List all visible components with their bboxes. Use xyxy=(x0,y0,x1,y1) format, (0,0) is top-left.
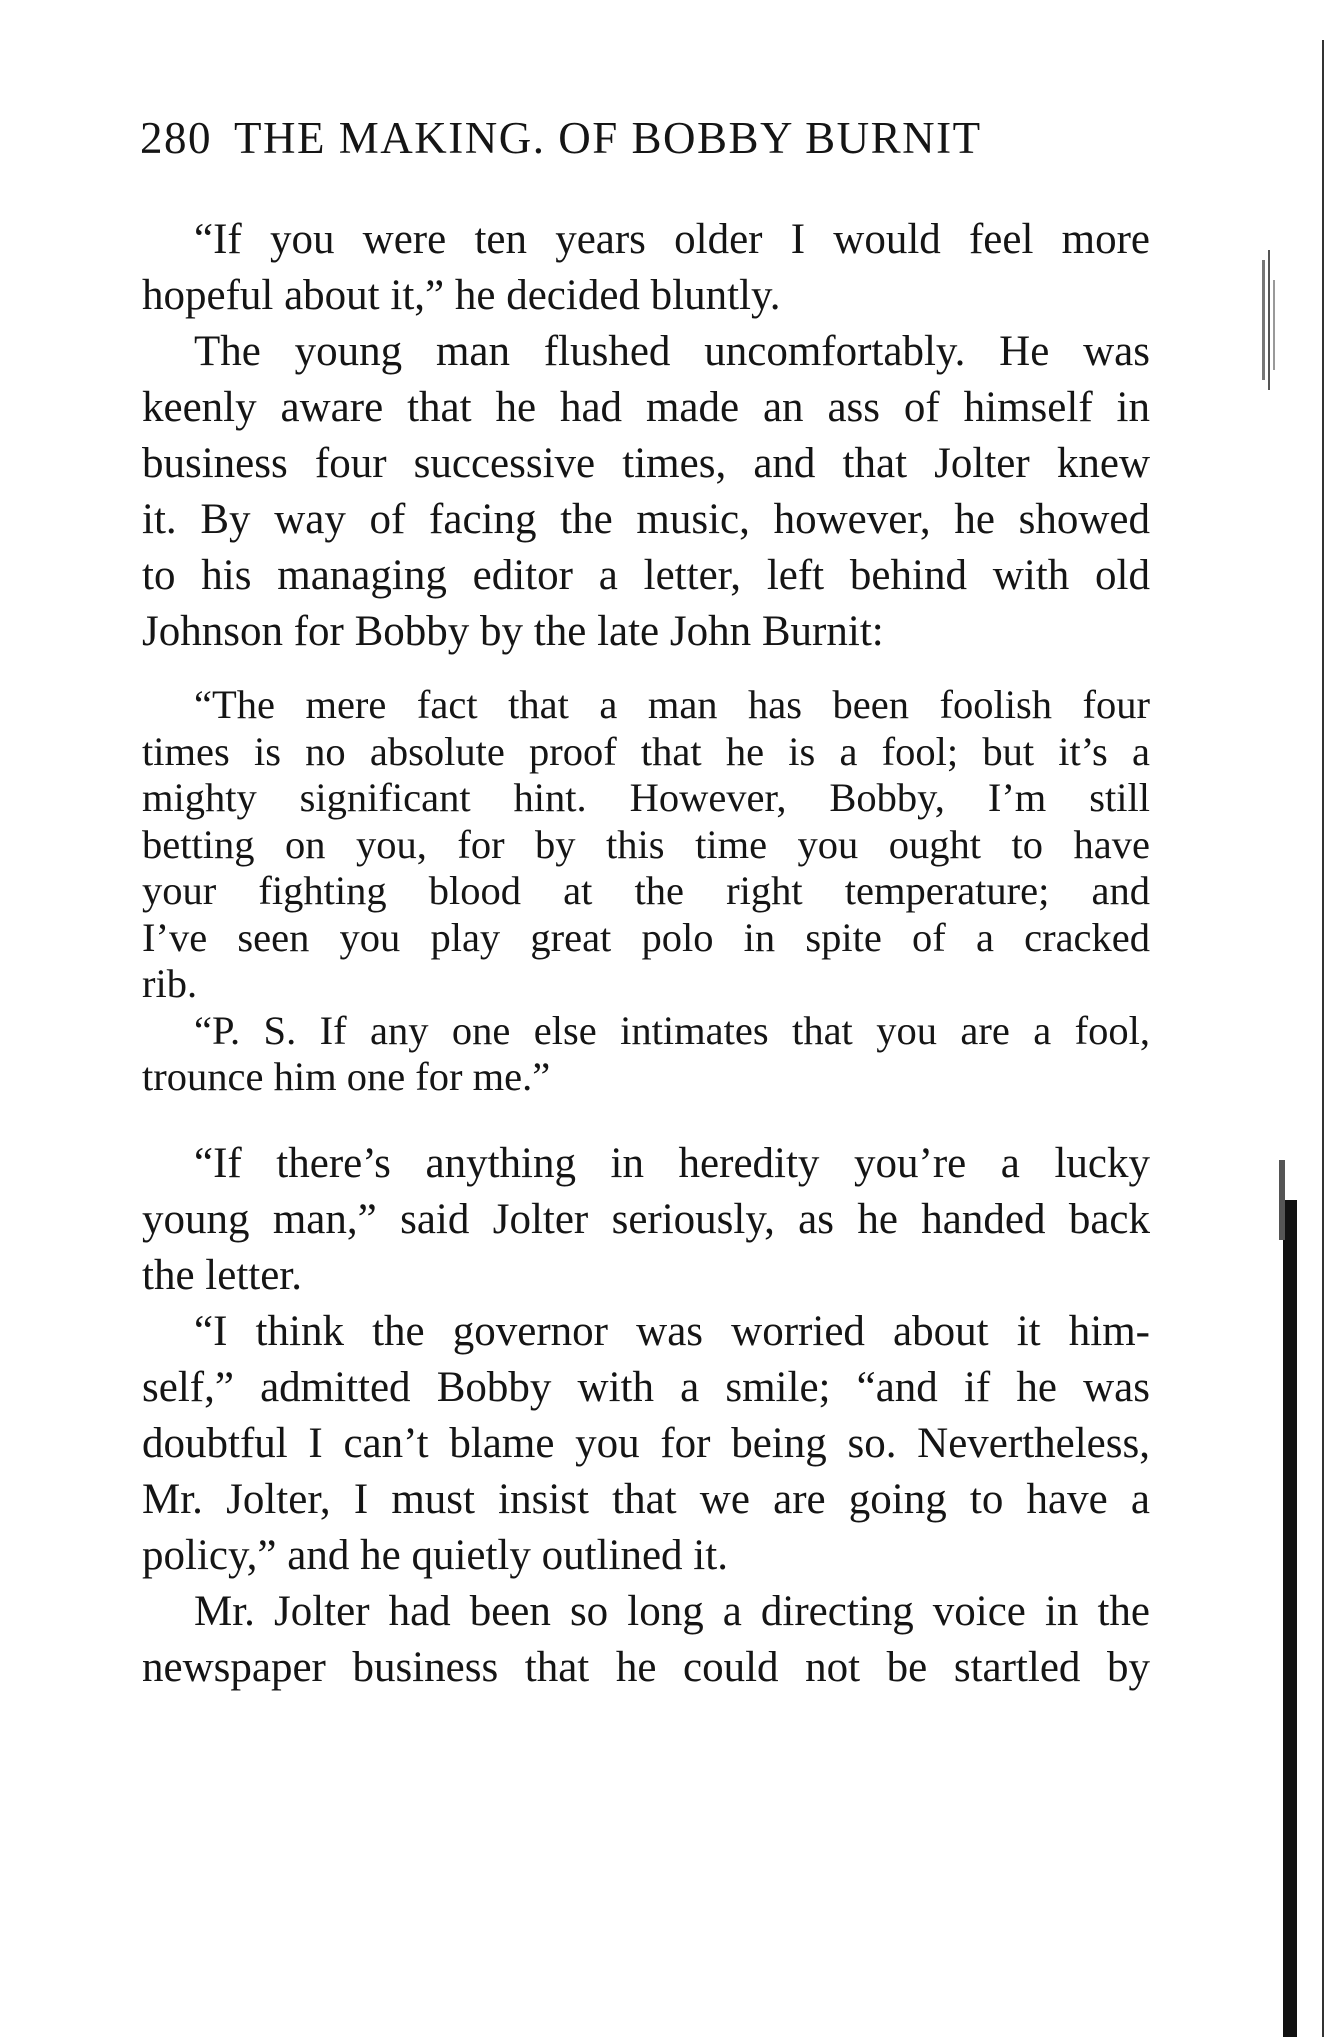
binding-smudge xyxy=(1273,280,1275,370)
running-header xyxy=(140,112,1150,164)
text-line: hopeful about it,” he decided bluntly. xyxy=(142,272,781,319)
text-line: Mr. Jolter, I must insist that we are going to have a xyxy=(142,1476,1150,1523)
text-line: policy,” and he quietly outlined it. xyxy=(142,1532,728,1579)
letter-line: your fighting blood at the right temperature; and xyxy=(142,868,1150,913)
letter-line: I’ve seen you play great polo in spite of a cracked xyxy=(142,914,1150,960)
binding-shadow-fade xyxy=(1279,1160,1285,1240)
text-line: it. By way of facing the music, however, he showed xyxy=(142,496,1150,543)
text-line: “If there’s anything in heredity you’re a lucky xyxy=(194,1140,1150,1187)
letter-line: rib. xyxy=(142,961,198,1006)
quoted-letter xyxy=(142,682,1150,1101)
binding-line xyxy=(1322,40,1324,2037)
letter-postscript-line: trounce him one for me.” xyxy=(142,1054,551,1099)
running-title: THE MAKING. OF BOBBY BURNIT xyxy=(234,113,982,163)
page-number: 280 xyxy=(140,113,212,163)
text-line: young man,” said Jolter seriously, as he handed back xyxy=(142,1196,1150,1243)
body-text-bottom xyxy=(142,1136,1150,1696)
text-line: The young man flushed uncomfortably. He was xyxy=(194,328,1150,375)
text-line: doubtful I can’t blame you for being so. Nevertheless, xyxy=(142,1420,1150,1467)
text-line: self,” admitted Bobby with a smile; “and if he was xyxy=(142,1364,1150,1411)
letter-line: times is no absolute proof that he is a fool; but it’s a xyxy=(142,728,1150,774)
letter-line: betting on you, for by this time you ought to have xyxy=(142,821,1150,867)
text-line: “I think the governor was worried about it him- xyxy=(194,1308,1150,1355)
text-line: “If you were ten years older I would feel more xyxy=(194,216,1150,263)
binding-shadow xyxy=(1283,1200,1297,2037)
text-line: the letter. xyxy=(142,1252,302,1299)
text-line: newspaper business that he could not be startled by xyxy=(142,1644,1150,1691)
letter-line: “The mere fact that a man has been foolish four xyxy=(194,682,1150,727)
text-line: business four successive times, and that Jolter knew xyxy=(142,440,1150,487)
letter-postscript-line: “P. S. If any one else intimates that you are a fool, xyxy=(194,1007,1150,1053)
text-line: keenly aware that he had made an ass of himself in xyxy=(142,384,1150,431)
text-line: to his managing editor a letter, left behind with old xyxy=(142,552,1150,599)
binding-smudge xyxy=(1262,260,1265,380)
body-text-top xyxy=(142,212,1150,660)
binding-smudge xyxy=(1268,250,1270,390)
letter-line: mighty significant hint. However, Bobby, I’m still xyxy=(142,775,1150,820)
text-line: Mr. Jolter had been so long a directing voice in the xyxy=(194,1588,1150,1635)
text-line: Johnson for Bobby by the late John Burnit: xyxy=(142,608,884,655)
